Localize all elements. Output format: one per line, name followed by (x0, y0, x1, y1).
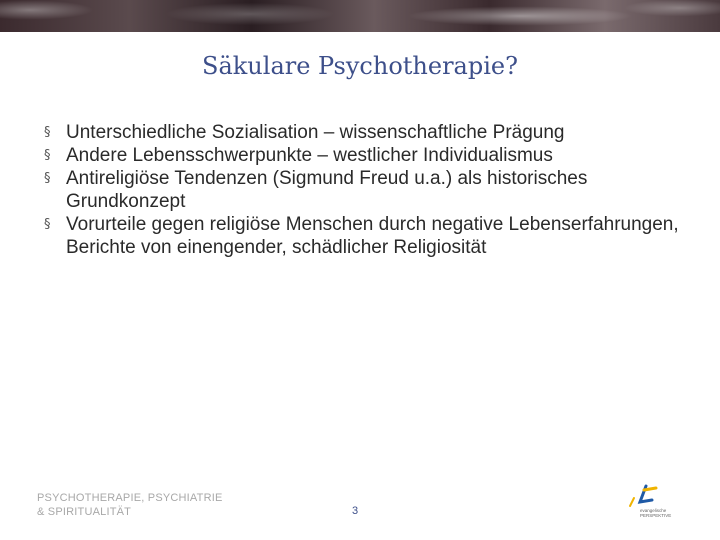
slide-title: Säkulare Psychotherapie? (202, 52, 518, 80)
square-bullet-icon: § (44, 217, 51, 232)
logo-yellow-accent (630, 498, 634, 506)
square-bullet-icon: § (44, 125, 51, 140)
bullet-item (44, 144, 684, 167)
bullet-text: Unterschiedliche Sozialisation – wissenschaftliche Prägung (66, 122, 565, 143)
bullet-item (44, 167, 684, 213)
logo-text-line-1: evangelische (640, 508, 667, 513)
bullet-item (44, 121, 684, 144)
footer-line-2: & SPIRITUALITÄT (37, 506, 132, 518)
header-banner-image (0, 0, 720, 32)
bullet-text: Antireligiöse Tendenzen (Sigmund Freud u.a.) als historisches Grundkonzept (66, 168, 588, 212)
bullet-text: Vorurteile gegen religiöse Menschen durch negative Lebenserfahrungen, Berichte von einengender, schädlicher Religiosität (66, 214, 679, 258)
footer-line-1: PSYCHOTHERAPIE, PSYCHIATRIE (37, 492, 223, 504)
bullet-item (44, 213, 684, 259)
logo-yellow-stroke (644, 488, 656, 490)
organization-logo (622, 478, 684, 522)
square-bullet-icon: § (44, 148, 51, 163)
page-number: 3 (352, 505, 359, 517)
bullet-text: Andere Lebensschwerpunkte – westlicher Individualismus (66, 145, 553, 166)
footer-caption (37, 491, 223, 519)
square-bullet-icon: § (44, 171, 51, 186)
bullet-list (44, 121, 684, 259)
logo-text-line-2: PERSPEKTIVE (640, 513, 672, 518)
